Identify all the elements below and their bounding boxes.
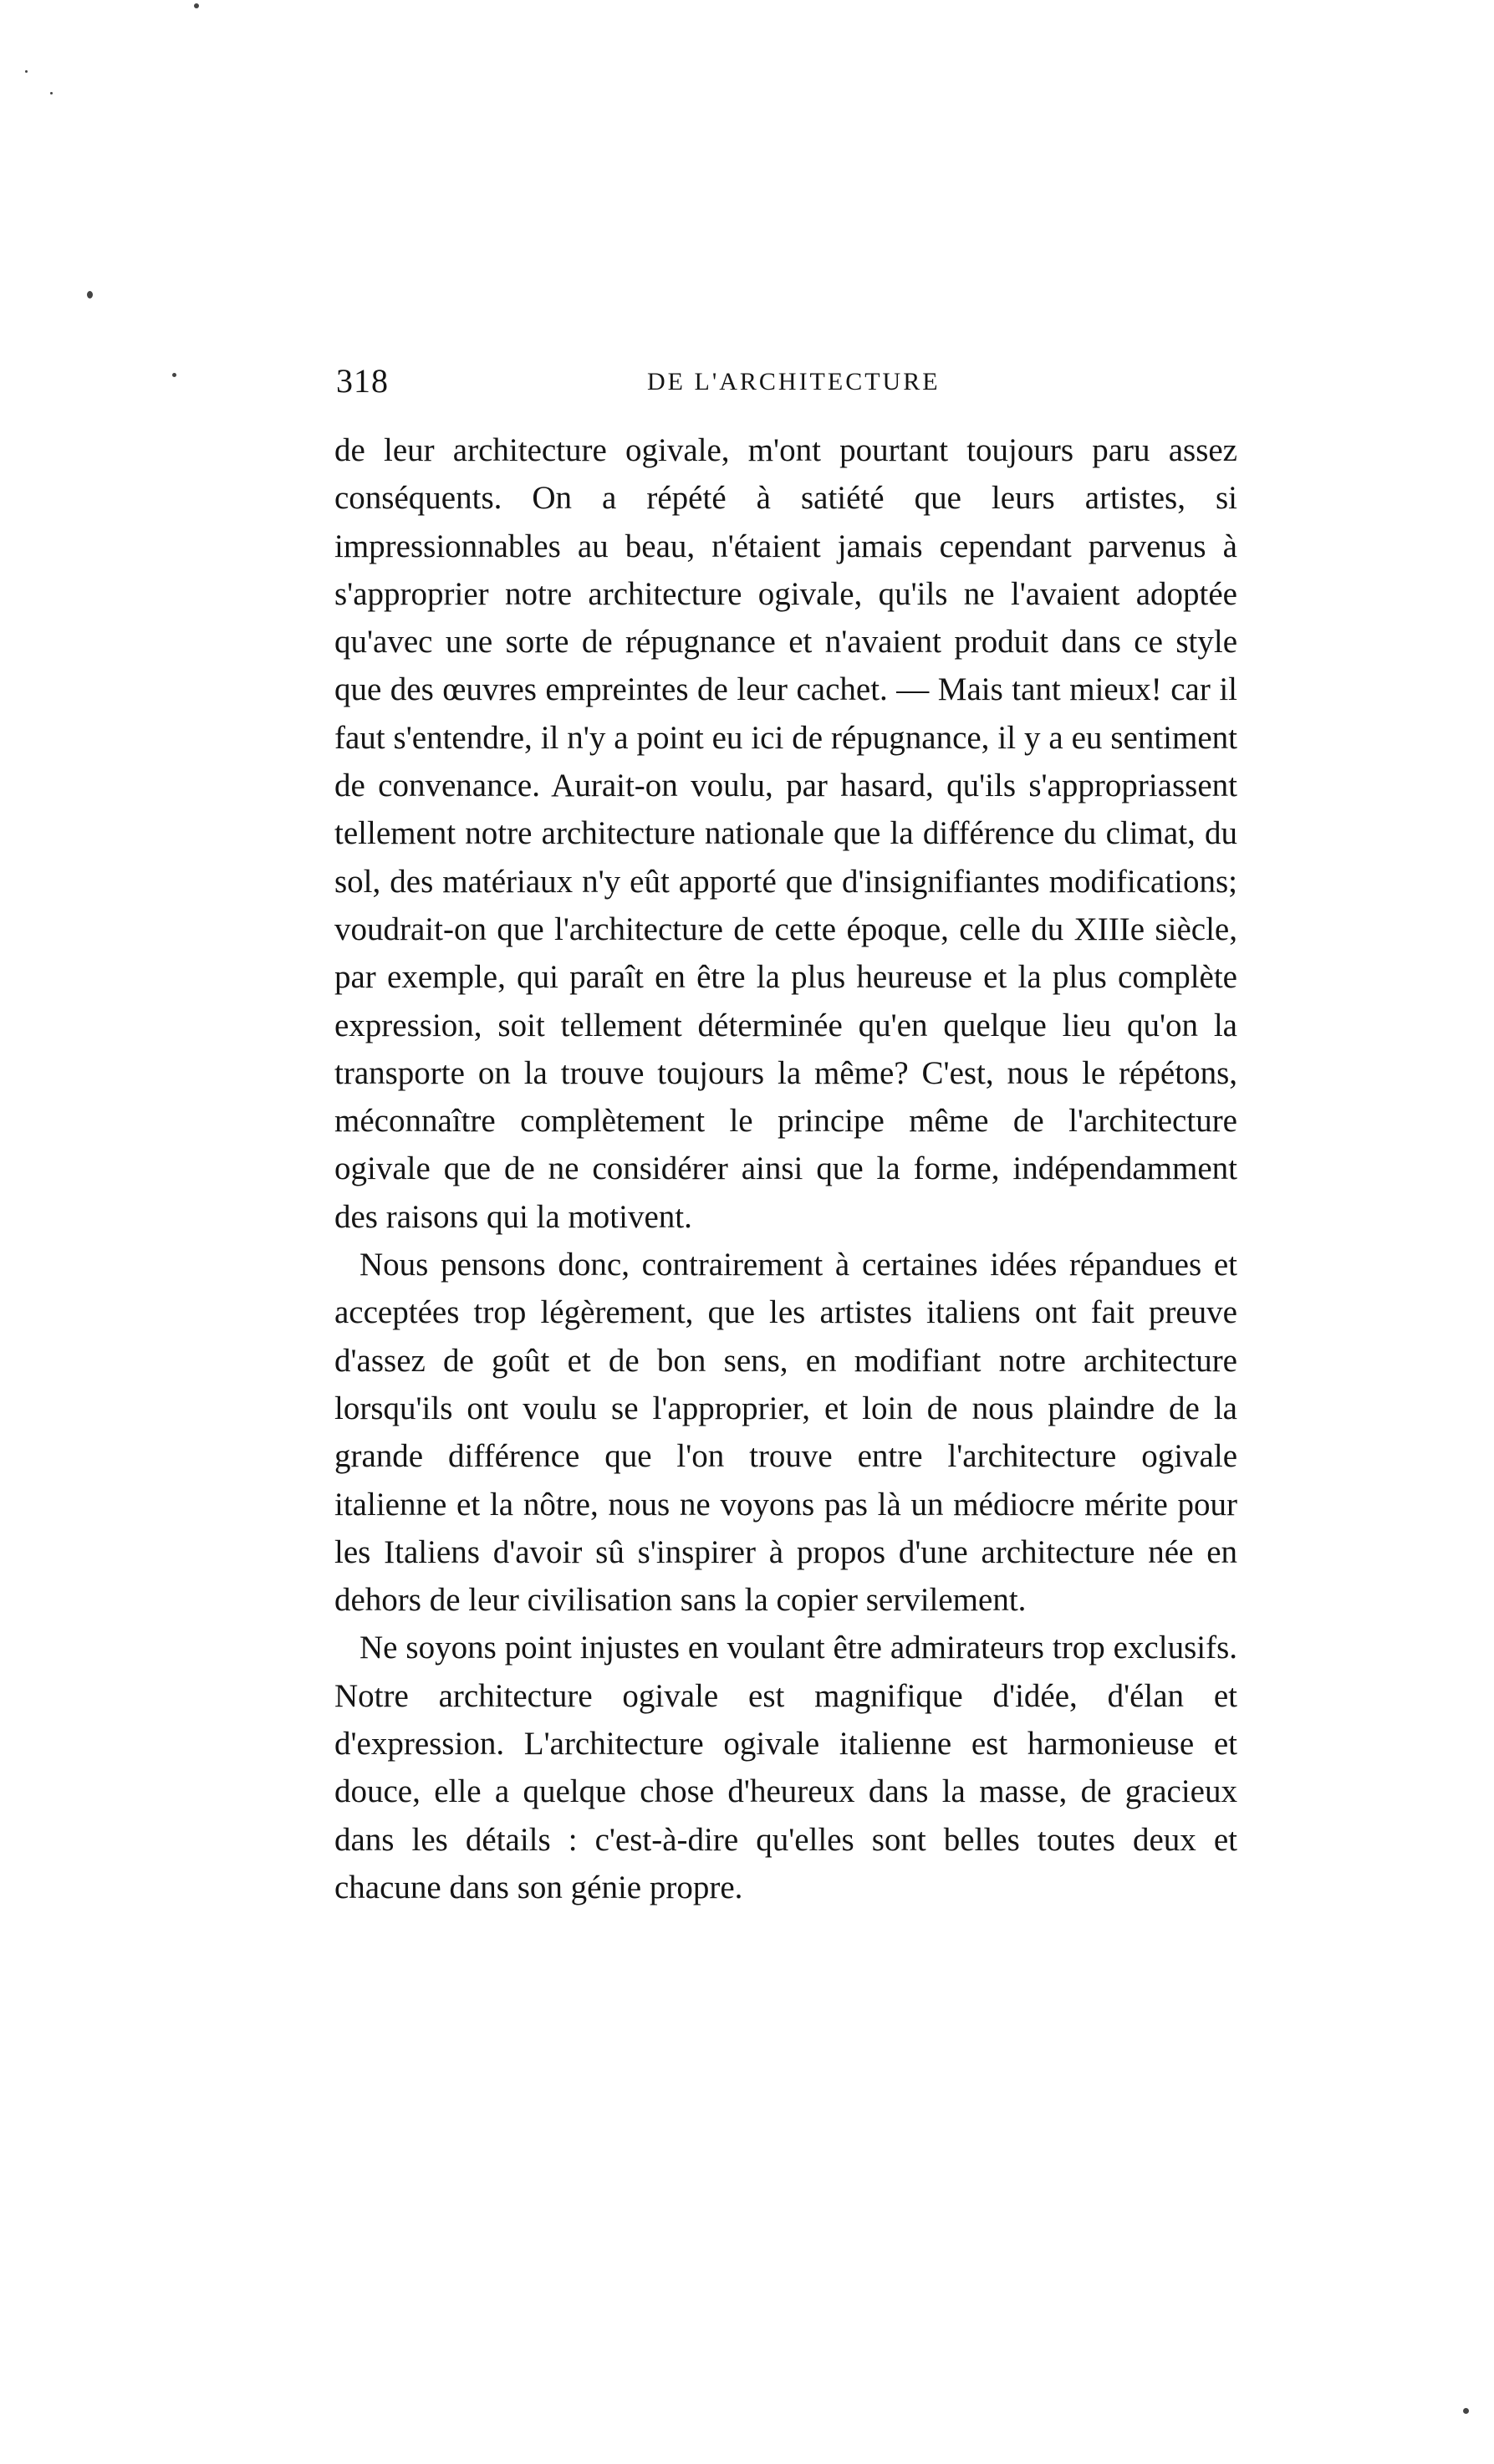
body-text [334,426,1237,1911]
speck [87,291,93,298]
page-header [336,361,1222,411]
page-number: 318 [336,362,389,400]
paragraph: Nous pensons donc, contrairement à certaines idées répandues et acceptées trop légèrement, que les artistes italiens ont fait preuve d'assez de goût et de bon sens, en modifiant notre architecture lorsqu'ils ont voulu se l'approprier, et loin de nous plaindre de la grande différence que l'on trouve entre l'architecture ogivale italienne et la nôtre, nous ne voyons pas là un médiocre mérite pour les Italiens d'avoir sû s'inspirer à propos d'une architecture née en dehors de leur civilisation sans la copier servilement. [334,1247,1237,1619]
speck [50,92,53,94]
speck [194,3,199,8]
speck [172,373,176,377]
paragraph: de leur architecture ogivale, m'ont pourtant toujours paru assez conséquents. On a répété à satiété que leurs artistes, si impressionnables au beau, n'étaient jamais cependant parvenus à s'approprier notre architecture ogivale, qu'ils ne l'avaient adoptée qu'avec une sorte de répugnance et n'avaient produit dans ce style que des œuvres empreintes de leur cachet. — Mais tant mieux! car il faut s'entendre, il n'y a point eu ici de répugnance, il y a eu sentiment de convenance. Aurait-on voulu, par hasard, qu'ils s'appropriassent tellement notre architecture nationale que la différence du climat, du sol, des matériaux n'y eût apporté que d'insignifiantes modifications; voudrait-on que l'architecture de cette époque, celle du XIIIe siècle, par exemple, qui paraît en être la plus heureuse et la plus complète expression, soit tellement déterminée qu'en quelque lieu qu'on la transporte on la trouve toujours la même? C'est, nous le répétons, méconnaître complètement le principe même de l'architecture ogivale que de ne considérer ainsi que la forme, indépendamment des raisons qui la motivent. [334,432,1237,1235]
paragraph: Ne soyons point injustes en voulant être admirateurs trop exclusifs. Notre architecture ogivale est magnifique d'idée, d'élan et d'expression. L'architecture ogivale italienne est harmonieuse et douce, elle a quelque chose d'heureux dans la masse, de gracieux dans les détails : c'est-à-dire qu'elles sont belles toutes deux et chacune dans son génie propre. [334,1630,1237,1905]
speck [25,70,28,73]
speck [1463,2408,1469,2414]
running-head: DE L'ARCHITECTURE [647,368,941,395]
